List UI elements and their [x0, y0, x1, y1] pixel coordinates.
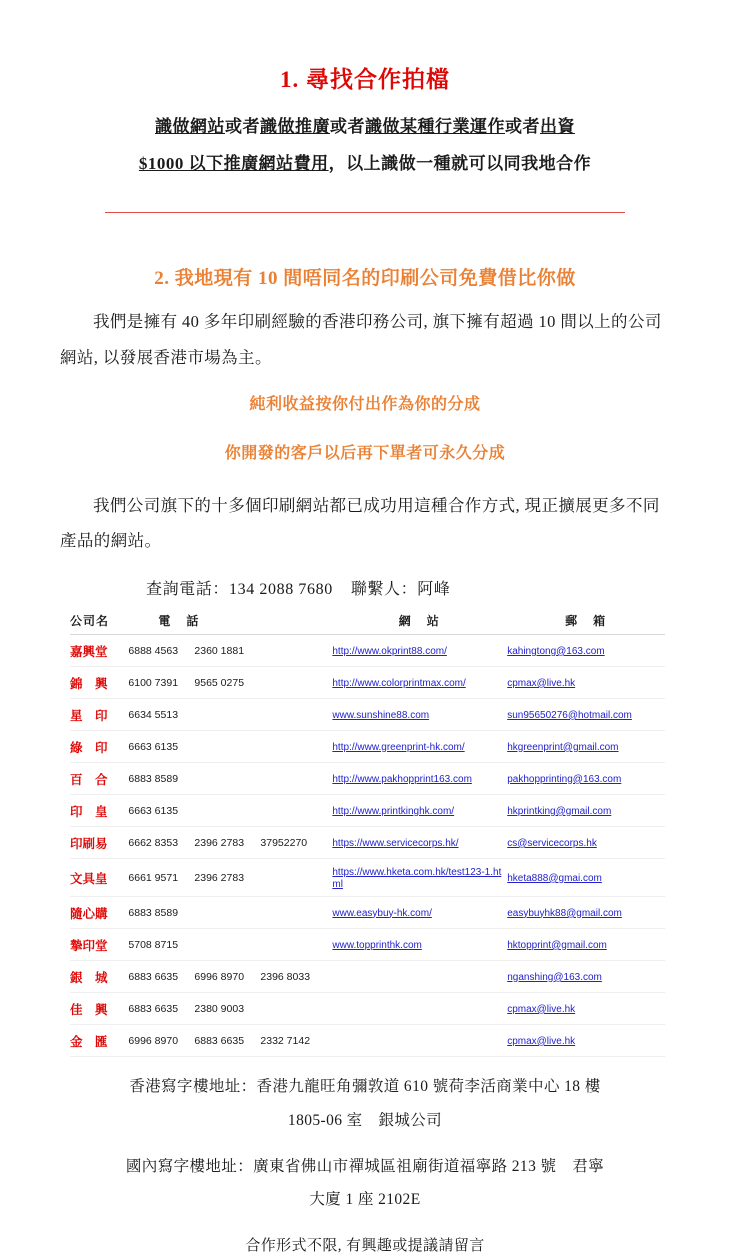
telephone-number: 2396 8033 [260, 970, 311, 983]
phone-value: 134 2088 7680 [229, 581, 333, 599]
telephone-number: 6996 8970 [194, 970, 245, 983]
cell-telephone [128, 795, 332, 827]
cell-website [332, 731, 507, 763]
cell-email [507, 897, 665, 929]
cell-telephone [128, 763, 332, 795]
column-header-email: 郵 箱 [507, 609, 665, 635]
cell-email [507, 827, 665, 859]
telephone-number: 2396 2783 [194, 871, 245, 884]
website-link[interactable]: http://www.okprint88.com/ [332, 645, 447, 657]
cell-telephone [128, 993, 332, 1025]
phone-label: 查詢電話： [146, 581, 230, 599]
highlight-line-1: 純利收益按你付出作為你的分成 [249, 396, 481, 414]
cell-website [332, 827, 507, 859]
cell-company-name: 摯印堂 [70, 929, 128, 961]
lead-underline-2: 識做推廣 [260, 116, 330, 136]
cell-website [332, 897, 507, 929]
cell-company-name: 金 匯 [70, 1025, 128, 1057]
cell-website [332, 667, 507, 699]
cell-website [332, 795, 507, 827]
closing-note: 合作形式不限, 有興趣或提議請留言 [245, 1238, 485, 1255]
website-link[interactable]: http://www.pakhopprint163.com [332, 773, 472, 785]
email-link[interactable]: sun95650276@hotmail.com [507, 709, 632, 721]
telephone-number: 2396 2783 [194, 836, 245, 849]
table-row [70, 1025, 665, 1057]
telephone-number: 6883 8589 [128, 906, 179, 919]
section2-paragraph-1: 我們是擁有 40 多年印刷經驗的香港印務公司, 旗下擁有超過 10 間以上的公司網站, 以發展香港市場為主。 [60, 312, 662, 367]
lead-join-3: 或者 [505, 116, 540, 136]
page-title: 1. 尋找合作拍檔 [280, 67, 450, 92]
telephone-number: 6663 6135 [128, 804, 179, 817]
cell-email [507, 993, 665, 1025]
cell-company-name: 印刷易 [70, 827, 128, 859]
email-link[interactable]: kahingtong@163.com [507, 645, 605, 657]
email-link[interactable]: hketa888@gmai.com [507, 872, 602, 884]
table-row [70, 961, 665, 993]
cell-company-name: 文具皇 [70, 859, 128, 897]
telephone-number: 2360 1881 [194, 644, 245, 657]
cell-telephone [128, 859, 332, 897]
telephone-number: 2380 9003 [194, 1002, 245, 1015]
table-row [70, 635, 665, 667]
section-title-2: 2. 我地現有 10 間唔同名的印刷公司免費借比你做 [154, 268, 576, 290]
cell-telephone [128, 1025, 332, 1057]
cell-telephone [128, 699, 332, 731]
cell-telephone [128, 929, 332, 961]
cell-website [332, 699, 507, 731]
cell-telephone [128, 897, 332, 929]
company-contacts-table [70, 609, 665, 1057]
cell-telephone [128, 667, 332, 699]
website-link[interactable]: http://www.greenprint-hk.com/ [332, 741, 465, 753]
hk-office-address-line2: 1805-06 室 銀城公司 [287, 1111, 443, 1129]
telephone-number: 6883 8589 [128, 772, 179, 785]
cell-company-name: 隨心購 [70, 897, 128, 929]
lead-underline-5: $1000 以下推廣網站費用 [138, 153, 329, 173]
lead-underline-1: 識做網站 [155, 116, 225, 136]
email-link[interactable]: nganshing@163.com [507, 971, 602, 983]
table-row [70, 795, 665, 827]
email-link[interactable]: cpmax@live.hk [507, 677, 576, 689]
cell-website [332, 929, 507, 961]
table-row [70, 859, 665, 897]
table-row [70, 731, 665, 763]
cell-website [332, 961, 507, 993]
email-link[interactable]: hkgreenprint@gmail.com [507, 741, 619, 753]
cell-email [507, 859, 665, 897]
telephone-number: 6634 5513 [128, 708, 179, 721]
table-row [70, 699, 665, 731]
telephone-number: 2332 7142 [260, 1034, 311, 1047]
cell-company-name: 星 印 [70, 699, 128, 731]
telephone-number: 9565 0275 [194, 676, 245, 689]
cell-website [332, 635, 507, 667]
lead-join-2: 或者 [330, 116, 365, 136]
website-link[interactable]: http://www.colorprintmax.com/ [332, 677, 466, 689]
section-divider [105, 212, 625, 213]
section2-paragraph-2: 我們公司旗下的十多個印刷網站都已成功用這種合作方式, 現正擴展更多不同產品的網站。 [60, 495, 660, 550]
telephone-number: 6996 8970 [128, 1034, 179, 1047]
lead-tail: ，以上識做一種就可以同我地合作 [328, 153, 592, 173]
lead-join-1: 或者 [225, 116, 260, 136]
contact-person-value: 阿峰 [417, 581, 451, 599]
email-link[interactable]: cpmax@live.hk [507, 1035, 576, 1047]
cell-telephone [128, 731, 332, 763]
email-link[interactable]: cs@servicecorps.hk [507, 837, 597, 849]
cell-website [332, 763, 507, 795]
table-row [70, 827, 665, 859]
hk-office-address-line1: 香港寫字樓地址：香港九龍旺角彌敦道 610 號荷李活商業中心 18 樓 [129, 1078, 601, 1096]
cell-company-name: 百 合 [70, 763, 128, 795]
cell-email [507, 929, 665, 961]
cell-company-name: 銀 城 [70, 961, 128, 993]
cell-email [507, 1025, 665, 1057]
telephone-number: 6888 4563 [128, 644, 179, 657]
cell-email [507, 667, 665, 699]
cell-telephone [128, 961, 332, 993]
cell-email [507, 795, 665, 827]
table-header-row [70, 609, 665, 635]
cell-email [507, 731, 665, 763]
column-header-company-name: 公司名 [70, 609, 128, 635]
telephone-number: 37952270 [260, 836, 308, 849]
website-link[interactable]: https://www.servicecorps.hk/ [332, 837, 459, 849]
website-link[interactable]: www.topprinthk.com [332, 939, 422, 951]
cell-email [507, 699, 665, 731]
email-link[interactable]: hkprintking@gmail.com [507, 805, 612, 817]
contact-person-label: 聯繫人： [350, 581, 418, 599]
cn-office-address-line1: 國內寫字樓地址：廣東省佛山市禪城區祖廟街道福寧路 213 號 君寧 [125, 1157, 605, 1175]
cell-telephone [128, 827, 332, 859]
contact-line [60, 576, 670, 599]
highlight-line-2: 你開發的客戶以后再下單者可永久分成 [224, 445, 506, 463]
website-link[interactable]: www.easybuy-hk.com/ [332, 907, 432, 919]
cell-company-name: 嘉興堂 [70, 635, 128, 667]
email-link[interactable]: hktopprint@gmail.com [507, 939, 607, 951]
table-row [70, 667, 665, 699]
telephone-number: 5708 8715 [128, 938, 179, 951]
telephone-number: 6883 6635 [194, 1034, 245, 1047]
table-body [70, 635, 665, 1057]
cell-email [507, 961, 665, 993]
table-row [70, 993, 665, 1025]
cell-company-name: 佳 興 [70, 993, 128, 1025]
cell-website [332, 859, 507, 897]
telephone-number: 6883 6635 [128, 970, 179, 983]
telephone-number: 6661 9571 [128, 871, 179, 884]
cn-office-address-line2: 大廈 1 座 2102E [309, 1191, 421, 1209]
telephone-number: 6663 6135 [128, 740, 179, 753]
cell-company-name: 印 皇 [70, 795, 128, 827]
email-link[interactable]: easybuyhk88@gmail.com [507, 907, 622, 919]
column-header-website: 網 站 [332, 609, 507, 635]
telephone-number: 6662 8353 [128, 836, 179, 849]
table-row [70, 763, 665, 795]
telephone-number: 6883 6635 [128, 1002, 179, 1015]
lead-underline-3: 識做某種行業運作 [365, 116, 505, 136]
website-link[interactable]: www.sunshine88.com [332, 709, 430, 721]
website-link[interactable]: https://www.hketa.com.hk/test123-1.html [332, 866, 502, 890]
cell-email [507, 763, 665, 795]
telephone-number: 6100 7391 [128, 676, 179, 689]
email-link[interactable]: pakhopprinting@163.com [507, 773, 622, 785]
cell-company-name: 綠 印 [70, 731, 128, 763]
cell-website [332, 1025, 507, 1057]
email-link[interactable]: cpmax@live.hk [507, 1003, 576, 1015]
cell-website [332, 993, 507, 1025]
column-header-telephone: 電 話 [128, 609, 332, 635]
cell-company-name: 錦 興 [70, 667, 128, 699]
lead-paragraph [60, 108, 670, 183]
company-table-wrapper [60, 609, 670, 1057]
table-row [70, 897, 665, 929]
cell-email [507, 635, 665, 667]
cell-telephone [128, 635, 332, 667]
lead-underline-4: 出資 [540, 116, 575, 136]
table-row [70, 929, 665, 961]
website-link[interactable]: http://www.printkinghk.com/ [332, 805, 455, 817]
